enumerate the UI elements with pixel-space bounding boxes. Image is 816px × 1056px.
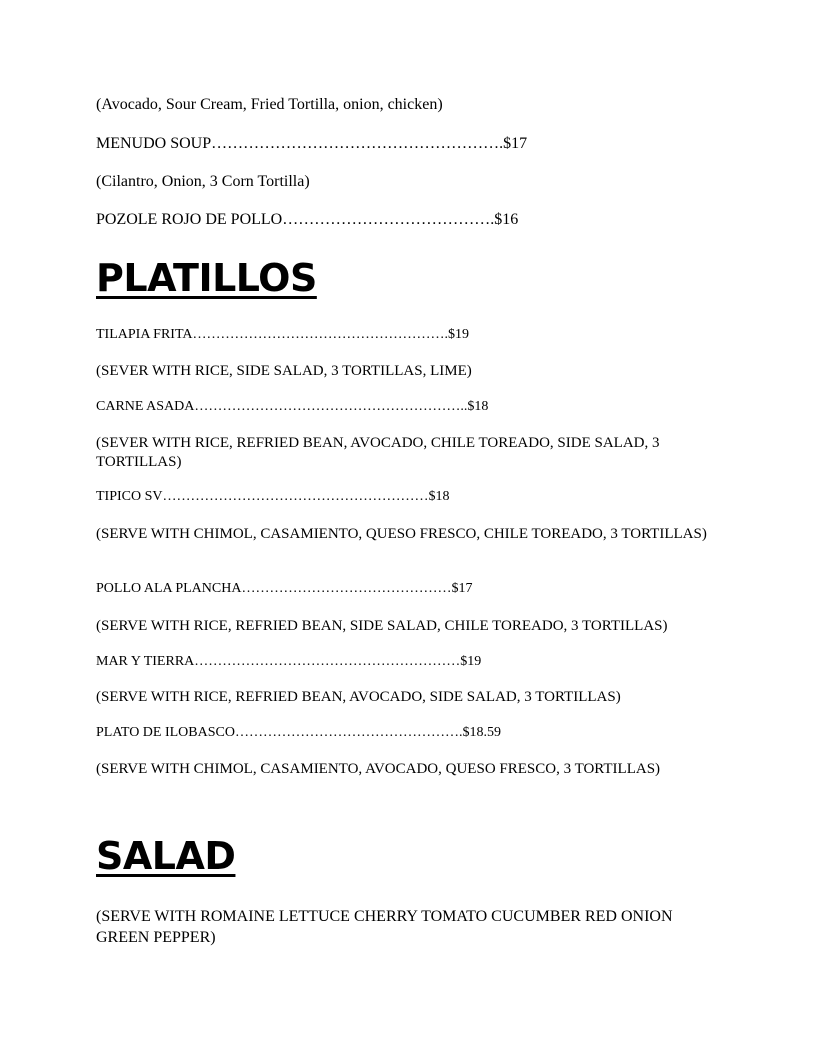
menu-item-note: (SERVE WITH RICE, REFRIED BEAN, SIDE SALAD, CHILE TOREADO, 3 TORTILLAS) [96,618,668,634]
menu-item-carne-asada: CARNE ASADA…………………………………………………..$18 [96,399,489,414]
menu-item-menudo-soup: MENUDO SOUP……………………………………………….$17 [96,135,528,152]
menu-item-note: (SEVER WITH RICE, REFRIED BEAN, AVOCADO, CHILE TOREADO, SIDE SALAD, 3 TORTILLAS) [96,435,660,470]
menu-item-note: (SERVE WITH CHIMOL, CASAMIENTO, AVOCADO, QUESO FRESCO, 3 TORTILLAS) [96,761,661,777]
menu-item-plato-de-ilobasco: PLATO DE ILOBASCO………………………………………….$18.59 [96,725,501,740]
menu-item-pollo-ala-plancha: POLLO ALA PLANCHA………………………………………$17 [96,581,473,596]
menu-item-note: (SERVE WITH RICE, REFRIED BEAN, AVOCADO, SIDE SALAD, 3 TORTILLAS) [96,689,621,705]
menu-item-tilapia-frita: TILAPIA FRITA……………………………………………….$19 [96,327,469,342]
menu-item-tipico-sv: TIPICO SV…………………………………………………$18 [96,489,450,504]
menu-item-mar-y-tierra: MAR Y TIERRA…………………………………………………$19 [96,654,482,669]
soup-note-avocado: (Avocado, Sour Cream, Fried Tortilla, onion, chicken) [96,96,443,113]
soup-note-cilantro: (Cilantro, Onion, 3 Corn Tortilla) [96,173,310,190]
section-heading-platillos: PLATILLOS [96,256,317,300]
menu-item-note: (SEVER WITH RICE, SIDE SALAD, 3 TORTILLAS, LIME) [96,363,472,379]
menu-item-pozole: POZOLE ROJO DE POLLO………………………………….$16 [96,211,519,228]
menu-item-note: (SERVE WITH CHIMOL, CASAMIENTO, QUESO FRESCO, CHILE TOREADO, 3 TORTILLAS) [96,526,707,542]
section-heading-salad: SALAD [96,834,236,878]
salad-note: (SERVE WITH ROMAINE LETTUCE CHERRY TOMATO CUCUMBER RED ONION GREEN PEPPER) [96,908,673,946]
